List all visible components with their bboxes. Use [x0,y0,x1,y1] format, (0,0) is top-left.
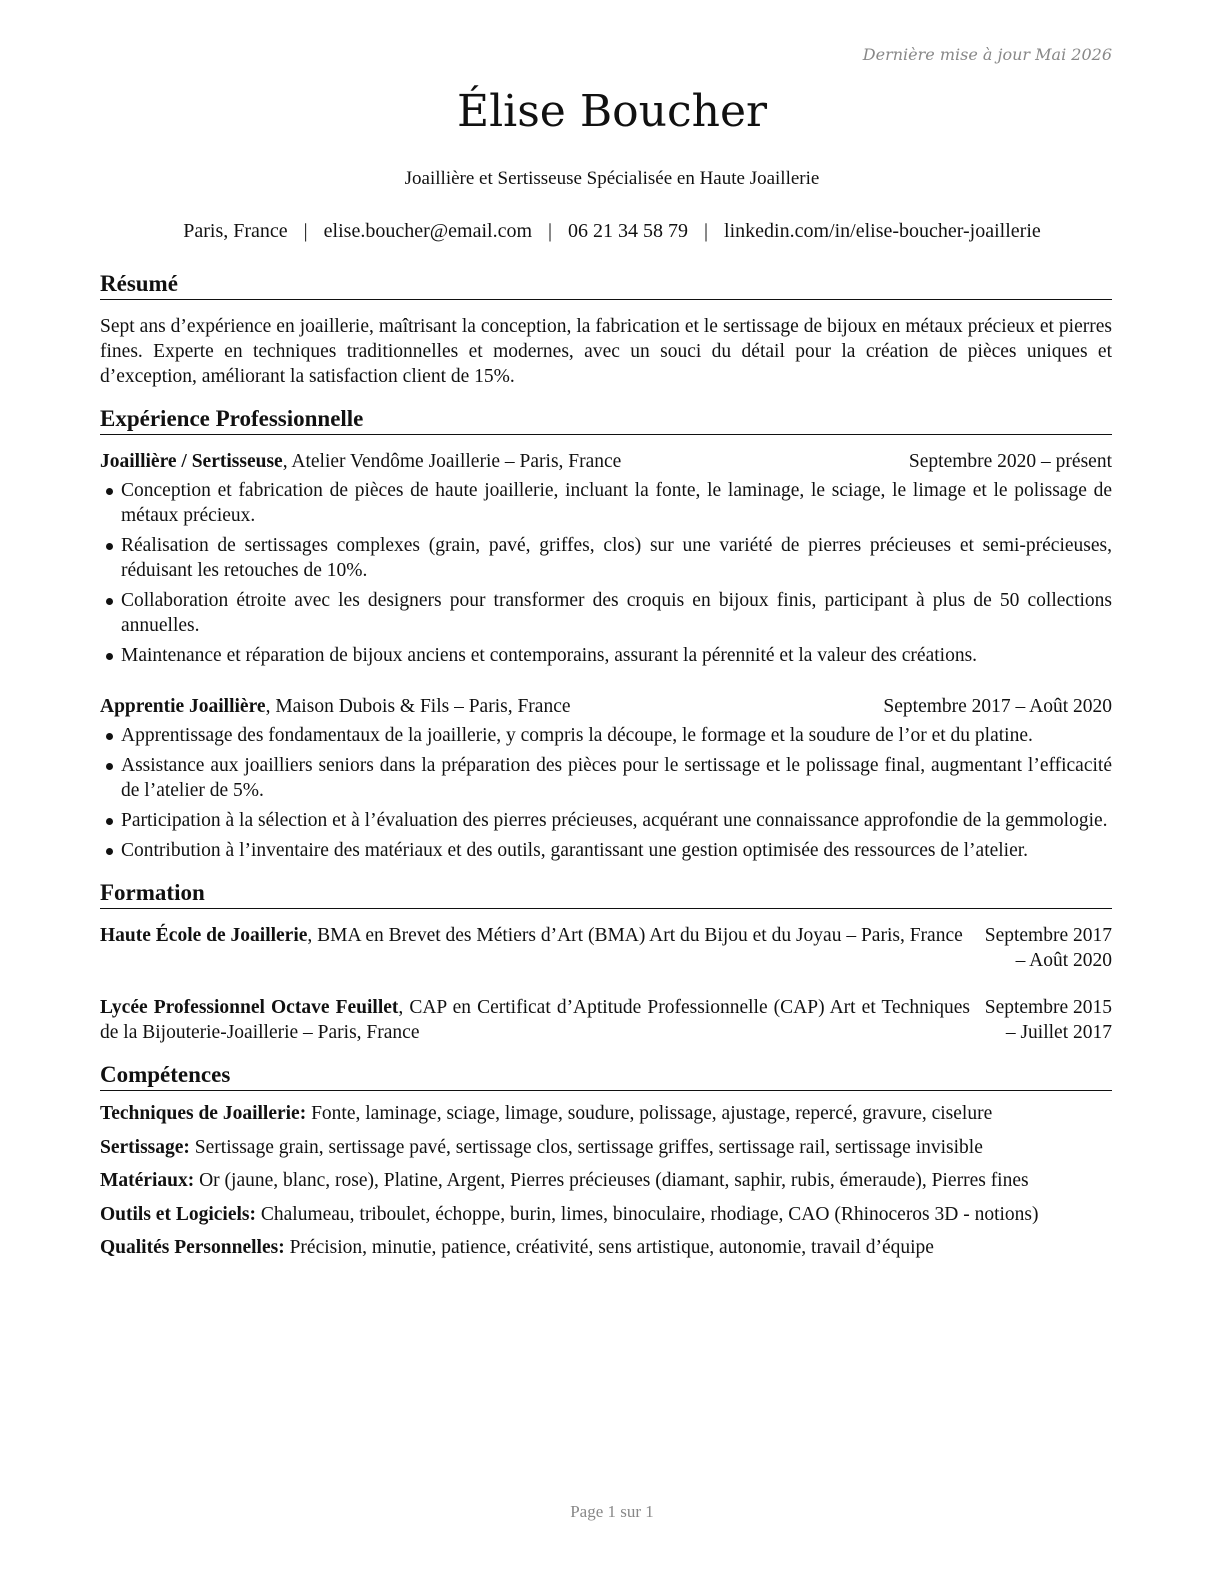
skill-label: Qualités Personnelles: [100,1237,285,1258]
job-bullet: Participation à la sélection et à l’évaluation des pierres précieuses, acquérant une connaissance approfondie de la gemmologie. [100,808,1112,833]
job-header [100,449,1112,474]
candidate-name: Élise Boucher [456,86,768,137]
job-bullet: Assistance aux joailliers seniors dans la préparation des pièces pour le sertissage et le polissage final, augmentant l’efficacité de l’atelier de 5%. [100,753,1112,803]
section-title-experience: Expérience Professionnelle [100,405,1112,435]
page-number: Page 1 sur 1 [570,1502,654,1521]
education-description [100,995,970,1045]
education-dates: Septembre 2017 – Août 2020 [984,925,1112,971]
job-entry [100,449,1112,668]
education-detail: , BMA en Brevet des Métiers d’Art (BMA) Art du Bijou et du Joyau – Paris, France [307,925,963,946]
job-dates: Septembre 2020 – présent [908,451,1112,472]
section-title-skills: Compétences [100,1061,1112,1091]
skill-label: Outils et Logiciels: [100,1203,256,1225]
contact-email-link[interactable]: elise.boucher@email.com [323,220,533,242]
skill-row [100,1135,1112,1160]
job-bullet: Conception et fabrication de pièces de haute joaillerie, incluant la fonte, le laminage, le sciage, le limage et le polissage de métaux précieux. [100,478,1112,528]
job-role: Joaillière / Sertisseuse [100,451,283,472]
skill-row [100,1235,1112,1260]
education-school: Haute École de Joaillerie [100,925,308,946]
job-bullet: Maintenance et réparation de bijoux anciens et contemporains, assurant la pérennité et la valeur des créations. [100,643,1112,668]
summary-text: Sept ans d’expérience en joaillerie, maîtrisant la conception, la fabrication et le sertissage de bijoux en métaux précieux et pierres fines. Experte en techniques traditionnelles et modernes, avec un souci du détail pour la création de pièces uniques et d’exception, améliorant la satisfaction client de 15%. [100,316,1112,387]
skills-list [100,1101,1112,1260]
skill-value: Chalumeau, triboulet, échoppe, burin, limes, binoculaire, rhodiage, CAO (Rhinoceros 3D - notions) [255,1203,1039,1225]
job-company: , Atelier Vendôme Joaillerie – Paris, France [282,451,622,472]
skill-value: Sertissage grain, sertissage pavé, sertissage clos, sertissage griffes, sertissage rail, sertissage invisible [189,1136,983,1158]
job-entry [100,694,1112,863]
skill-value: Or (jaune, blanc, rose), Platine, Argent, Pierres précieuses (diamant, saphir, rubis, émeraude), Pierres fines [194,1170,1029,1191]
education-dates: Septembre 2015 – Juillet 2017 [984,997,1112,1043]
job-bullets [100,478,1112,668]
contact-separator: | [303,220,308,242]
job-bullet: Collaboration étroite avec les designers pour transformer des croquis en bijoux finis, participant à plus de 50 collections annuelles. [100,588,1112,638]
resume-body [100,270,1112,1269]
last-updated: Dernière mise à jour Mai 2026 [862,45,1112,64]
contact-separator: | [548,220,553,242]
section-title-summary: Résumé [100,270,1112,300]
section-title-education: Formation [100,879,1112,909]
contact-line [0,220,1224,243]
skill-value: Précision, minutie, patience, créativité, sens artistique, autonomie, travail d’équipe [284,1237,934,1258]
job-role: Apprentie Joaillière [100,696,266,717]
job-company: , Maison Dubois & Fils – Paris, France [265,696,571,717]
skill-row [100,1168,1112,1193]
job-dates: Septembre 2017 – Août 2020 [883,696,1112,717]
job-bullet: Réalisation de sertissages complexes (grain, pavé, griffes, clos) sur une variété de pierres précieuses et semi-précieuses, réduisant les retouches de 10%. [100,533,1112,583]
education-entry [100,923,1112,973]
experience-section [100,405,1112,863]
contact-separator: | [704,220,709,242]
job-bullets [100,723,1112,863]
education-detail: , CAP en Certificat d’Aptitude Professionnelle (CAP) Art et Techniques de la Bijouterie-Joaillerie – Paris, France [100,997,970,1043]
skill-row [100,1101,1112,1126]
job-bullet: Apprentissage des fondamentaux de la joaillerie, y compris la découpe, le formage et la soudure de l’or et du platine. [100,723,1112,748]
job-title-line [100,694,571,719]
skill-label: Sertissage: [100,1136,190,1158]
candidate-headline: Joaillière et Sertisseuse Spécialisée en Haute Joaillerie [404,168,820,189]
job-title-line [100,449,621,474]
job-header [100,694,1112,719]
skill-label: Matériaux: [100,1170,195,1191]
contact-location: Paris, France [183,220,288,242]
summary-section [100,270,1112,389]
contact-linkedin-link[interactable]: linkedin.com/in/elise-boucher-joaillerie [724,220,1041,242]
skill-row [100,1202,1112,1227]
education-section [100,879,1112,1045]
contact-phone[interactable]: 06 21 34 58 79 [568,220,689,242]
skill-value: Fonte, laminage, sciage, limage, soudure, polissage, ajustage, repercé, gravure, ciselure [306,1103,993,1124]
education-entry [100,995,1112,1045]
education-school: Lycée Professionnel Octave Feuillet [100,997,399,1018]
skills-section [100,1061,1112,1260]
job-bullet: Contribution à l’inventaire des matériaux et des outils, garantissant une gestion optimisée des ressources de l’atelier. [100,838,1112,863]
skill-label: Techniques de Joaillerie: [100,1103,307,1124]
education-description [100,923,970,973]
